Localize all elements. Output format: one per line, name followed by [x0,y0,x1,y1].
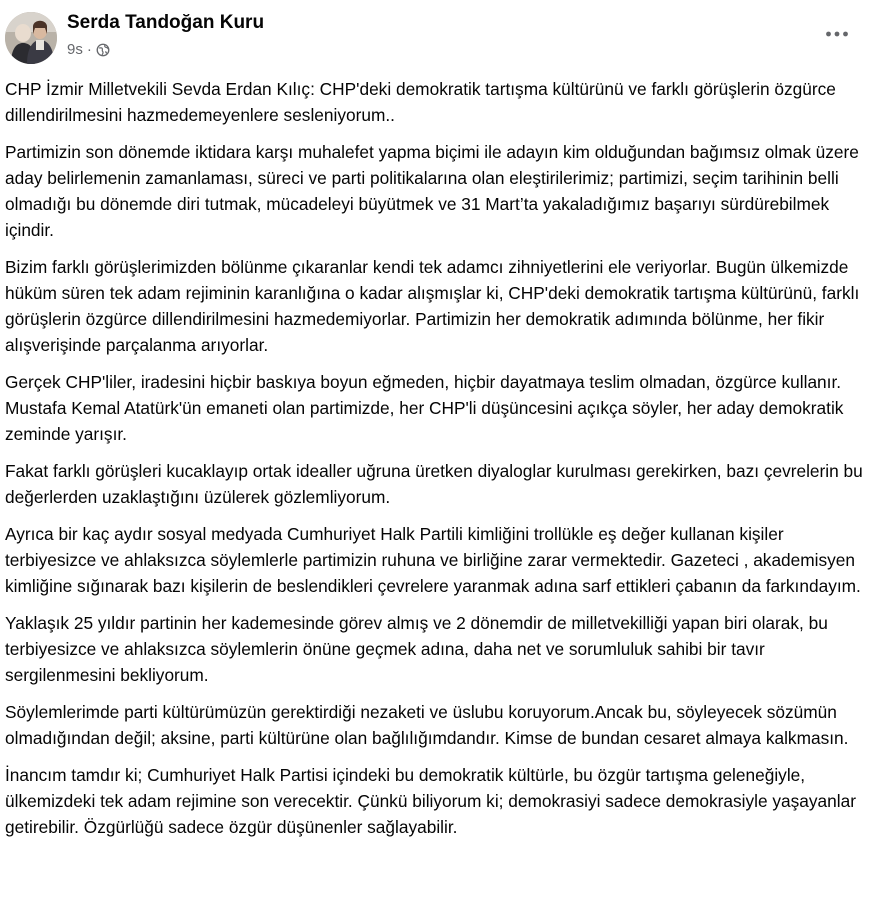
meta-separator: · [86,41,92,58]
author-name[interactable]: Serda Tandoğan Kuru [67,12,265,33]
post-meta [67,41,110,58]
post-paragraph: Fakat farklı görüşleri kucaklayıp ortak idealler uğruna üretken diyaloglar kurulması gerekirken, bazı çevrelerin bu değerlerden uzaklaştığını üzülerek gözlemliyorum. [5,461,863,507]
post-paragraph: CHP İzmir Milletvekili Sevda Erdan Kılıç: CHP'deki demokratik tartışma kültürünü ve farklı görüşlerin özgürce dillendirilmesini hazmedemeyenlere sesleniyorum.. [5,79,836,125]
post-header [0,0,869,78]
author-avatar[interactable] [5,12,57,64]
post-timestamp[interactable]: 9s [67,41,83,58]
more-options-button[interactable] [819,20,855,48]
post-paragraph: Ayrıca bir kaç aydır sosyal medyada Cumhuriyet Halk Partili kimliğini trollükle eş değer kullanan kişiler terbiyesizce ve ahlaksızca söylemlerle partimizin ruhuna ve birliğine zarar vermektedir. Gazeteci , akademisyen kimliğine sığınarak bazı kişilerin de beslendikleri çevrelere yaranmak adına sarf ettikleri çabanın da farkındayım. [5,524,861,596]
post-paragraph: Bizim farklı görüşlerimizden bölünme çıkaranlar kendi tek adamcı zihniyetlerini ele veriyorlar. Bugün ülkemizde hüküm süren tek adam rejiminin karanlığına o kadar alışmışlar ki, CHP'deki demokratik tartışma kültürünü, farklı görüşlerin özgürce dillendirilmesini hazmedemiyorlar. Partimizin her demokratik adımında bölünme, her fikir alışverişinde parçalanma arıyorlar. [5,257,860,355]
avatar-photo [5,12,57,64]
post-paragraph: Partimizin son dönemde iktidara karşı muhalefet yapma biçimi ile adayın kim olduğundan bağımsız olmak üzere aday belirlemenin zamanlaması, süreci ve parti politikalarına olan eleştirilerimiz; partimizi, seçim tarihinin belli olmadığı bu dönemde diri tutmak, mücadeleyi büyütmek ve 31 Mart’ta yakaladığımız başarıyı sürdürebilmek içindir. [5,142,859,240]
more-options-icon [825,31,849,37]
globe-icon[interactable] [96,43,110,57]
post-paragraph: İnancım tamdır ki; Cumhuriyet Halk Partisi içindeki bu demokratik kültürle, bu özgür tartışma geleneğiyle, ülkemizdeki tek adam rejimine son verecektir. Çünkü biliyorum ki; demokrasiyi sadece demokrasiyle yaşayanlar getirebilir. Özgürlüğü sadece özgür düşünenler sağlayabilir. [5,765,856,837]
post-text [5,76,865,851]
post-paragraph: Yaklaşık 25 yıldır partinin her kademesinde görev almış ve 2 dönemdir de milletvekilliği yapan biri olarak, bu terbiyesizce ve ahlaksızca söylemlerin önüne geçmek adına, daha net ve sorumluluk sahibi bir tavır sergilenmesini bekliyorum. [5,613,828,685]
post-paragraph: Söylemlerimde parti kültürümüzün gerektirdiği nezaketi ve üslubu koruyorum.Ancak bu, söyleyecek sözümün olmadığından değil; aksine, parti kültürüne olan bağlılığımdandır. Kimse de bundan cesaret almaya kalkmasın. [5,702,849,748]
post-paragraph: Gerçek CHP'liler, iradesini hiçbir baskıya boyun eğmeden, hiçbir dayatmaya teslim olmadan, özgürce kullanır. Mustafa Kemal Atatürk'ün emaneti olan partimizde, her CHP'li düşüncesini açıkça söyler, her aday demokratik zeminde yarışır. [5,372,844,444]
